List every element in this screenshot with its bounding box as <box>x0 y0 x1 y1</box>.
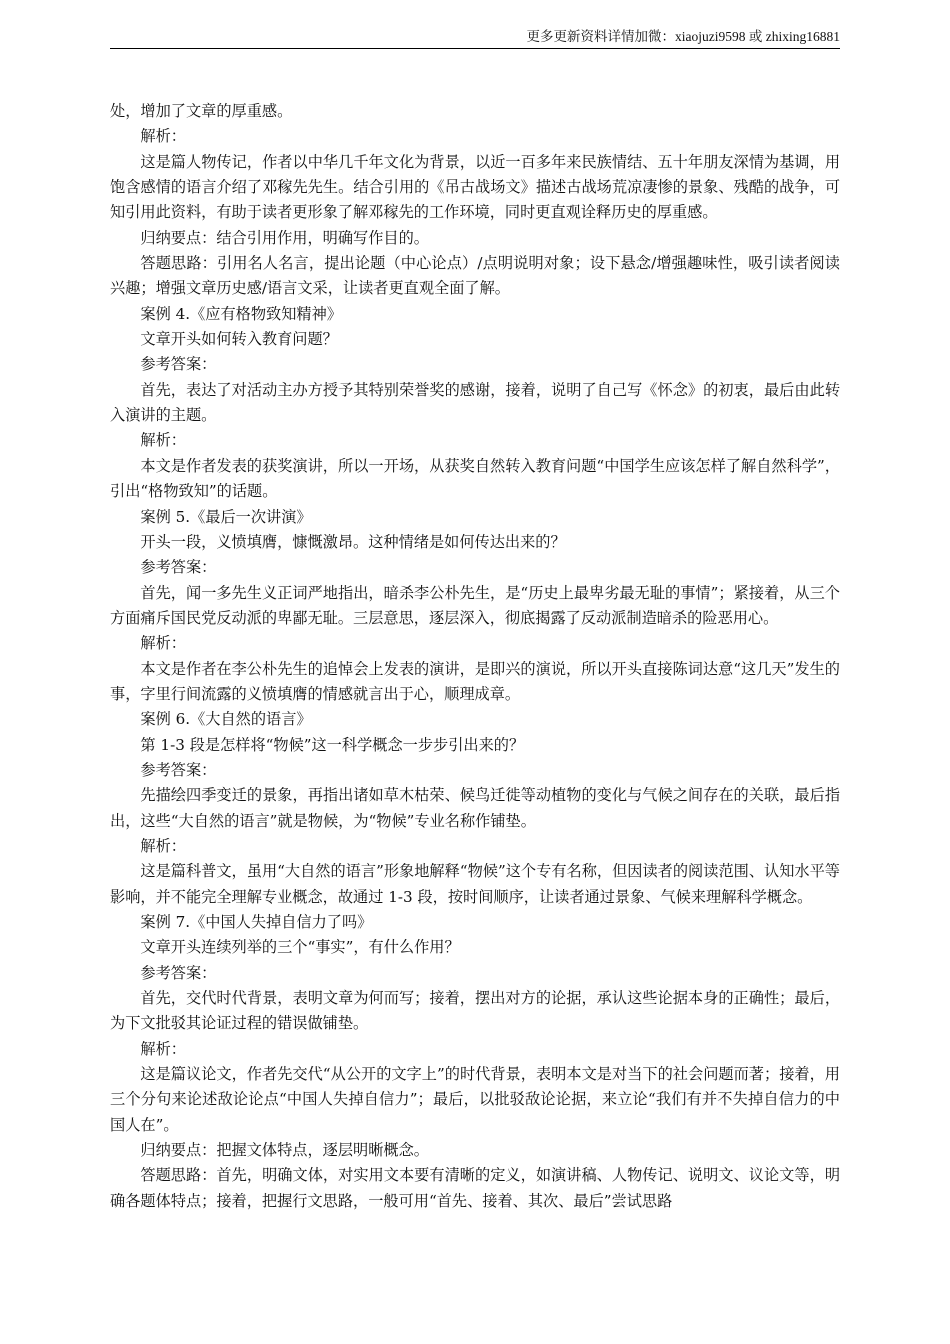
summary-point: 归纳要点：结合引用作用，明确写作目的。 <box>140 228 429 247</box>
reference-answer-text: 首先，闻一多先生义正词严地指出，暗杀李公朴先生，是“历史上最卑劣最无耻的事情”；紧接着，从三个方面痛斥国民党反动派的卑鄙无耻。三层意思，逐层深入，彻底揭露了反动派制造暗杀的险恶用心。 <box>110 583 840 627</box>
analysis-label: 解析： <box>140 127 186 146</box>
analysis-label: 解析： <box>140 634 186 653</box>
question: 第 1-3 段是怎样将“物候”这一科学概念一步步引出来的？ <box>140 735 525 754</box>
question: 文章开头连续列举的三个“事实”，有什么作用？ <box>140 938 460 957</box>
page-header: 更多更新资料详情加微：xiaojuzi9598 或 zhixing16881 <box>526 29 840 44</box>
reference-answer-text: 首先，交代时代背景，表明文章为何而写；接着，摆出对方的论据，承认这些论据本身的正确性；最后，为下文批驳其论证过程的错误做铺垫。 <box>110 989 840 1033</box>
analysis-label: 解析： <box>140 431 186 450</box>
analysis-text: 本文是作者在李公朴先生的追悼会上发表的演讲，是即兴的演说，所以开头直接陈词达意“这几天”发生的事，字里行间流露的义愤填膺的情感就言出于心，顺理成章。 <box>110 659 840 703</box>
reference-answer-label: 参考答案： <box>140 963 217 982</box>
analysis-text: 这是篇人物传记，作者以中华几千年文化为背景，以近一百多年来民族情结、五十年朋友深情为基调，用饱含感情的语言介绍了邓稼先先生。结合引用的《吊古战场文》描述古战场荒凉凄惨的景象、残酷的战争，可知引用此资料，有助于读者更形象了解邓稼先的工作环境，同时更直观诠释历史的厚重感。 <box>110 152 840 222</box>
answer-approach: 答题思路：引用名人名言，提出论题（中心论点）/点明说明对象；设下悬念/增强趣味性，吸引读者阅读兴趣；增强文章历史感/语言文采，让读者更直观全面了解。 <box>110 254 840 298</box>
case-title: 案例 5.《最后一次讲演》 <box>140 507 312 526</box>
analysis-text: 本文是作者发表的获奖演讲，所以一开场，从获奖自然转入教育问题“中国学生应该怎样了解自然科学”，引出“格物致知”的话题。 <box>110 456 840 501</box>
header-divider <box>110 48 840 49</box>
reference-answer-text: 先描绘四季变迁的景象，再指出诸如草木枯荣、候鸟迁徙等动植物的变化与气候之间存在的关联，最后指出，这些“大自然的语言”就是物候，为“物候”专业名称作铺垫。 <box>110 786 840 830</box>
paragraph-continuation: 处，增加了文章的厚重感。 <box>110 102 293 120</box>
answer-approach: 答题思路：首先，明确文体，对实用文本要有清晰的定义，如演讲稿、人物传记、说明文、议论文等，明确各题体特点；接着，把握行文思路，一般可用“首先、接着、其次、最后”尝试思路 <box>110 1166 840 1210</box>
analysis-label: 解析： <box>140 1039 186 1058</box>
analysis-label: 解析： <box>140 836 186 855</box>
document-body <box>110 99 840 1214</box>
analysis-text: 这是篇议论文，作者先交代“从公开的文字上”的时代背景，表明本文是对当下的社会问题而著；接着，用三个分句来论述敌论论点“中国人失掉自信力”；最后，以批驳敌论论据，来立论“我们有并不失掉自信力的中国人在”。 <box>110 1065 840 1134</box>
summary-point: 归纳要点：把握文体特点，逐层明晰概念。 <box>140 1141 429 1160</box>
reference-answer-label: 参考答案： <box>140 760 217 779</box>
analysis-text: 这是篇科普文，虽用“大自然的语言”形象地解释“物候”这个专有名称，但因读者的阅读范围、认知水平等影响，并不能完全理解专业概念，故通过 1-3 段，按时间顺序，让读者通过景象、气候来理解科学概念。 <box>110 862 840 906</box>
case-title: 案例 6.《大自然的语言》 <box>140 710 312 729</box>
case-title: 案例 7.《中国人失掉自信力了吗》 <box>140 913 373 931</box>
reference-answer-label: 参考答案： <box>140 558 217 577</box>
reference-answer-label: 参考答案： <box>140 355 217 374</box>
reference-answer-text: 首先，表达了对活动主办方授予其特别荣誉奖的感谢，接着，说明了自己写《怀念》的初衷，最后由此转入演讲的主题。 <box>110 380 840 425</box>
case-title: 案例 4.《应有格物致知精神》 <box>140 304 342 323</box>
question: 开头一段，义愤填膺，慷慨激昂。这种情绪是如何传达出来的？ <box>140 532 566 551</box>
question: 文章开头如何转入教育问题？ <box>140 330 338 349</box>
